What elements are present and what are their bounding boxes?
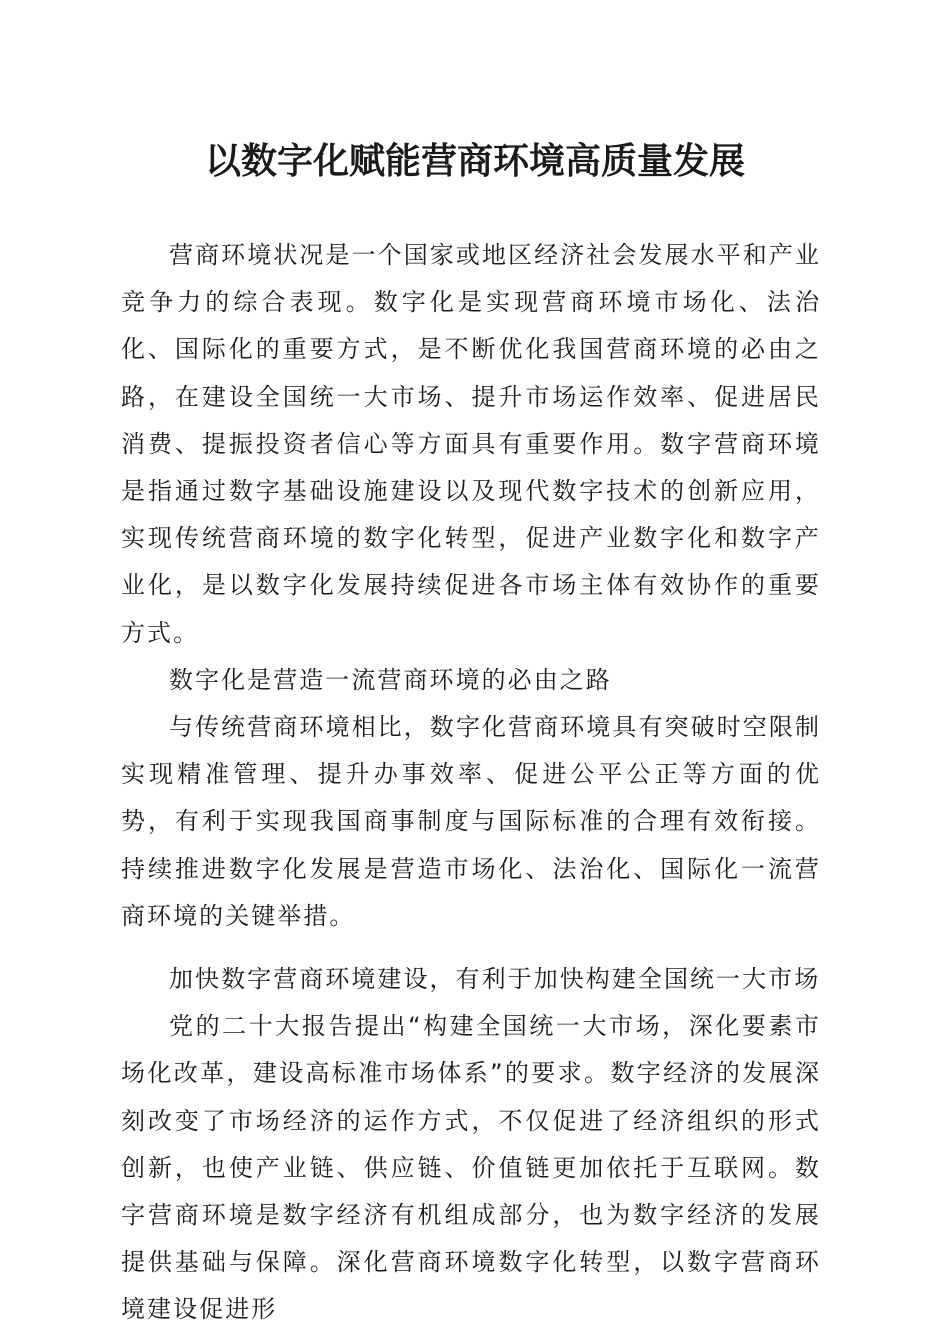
section-heading-2: 加快数字营商环境建设，有利于加快构建全国统一大市场: [169, 965, 821, 994]
section-heading-1: 数字化是营造一流营商环境的必由之路: [169, 665, 612, 694]
paragraph-intro: 营商环境状况是一个国家或地区经济社会发展水平和产业竞争力的综合表现。数字化是实现营商环境市场化、法治化、国际化的重要方式，是不断优化我国营商环境的必由之路，在建设全国统一大市场、提升市场运作效率、促进居民消费、提振投资者信心等方面具有重要作用。数字营商环境是指通过数字基础设施建设以及现代数字技术的创新应用，实现传统营商环境的数字化转型，促进产业数字化和数字产业化，是以数字化发展持续促进各市场主体有效协作的重要方式。: [121, 241, 821, 647]
paragraph-section-2: 党的二十大报告提出“构建全国统一大市场，深化要素市场化改革，建设高标准市场体系”的要求。数字经济的发展深刻改变了市场经济的运作方式，不仅促进了经济组织的形式创新，也使产业链、供应链、价值链更加依托于互联网。数字营商环境是数字经济有机组成部分，也为数字经济的发展提供基础与保障。深化营商环境数字化转型，以数字营商环境建设促进形: [121, 1012, 821, 1324]
paragraph-section-1: 与传统营商环境相比，数字化营商环境具有突破时空限制实现精准管理、提升办事效率、促进公平公正等方面的优势，有利于实现我国商事制度与国际标准的合理有效衔接。持续推进数字化发展是营造市场化、法治化、国际化一流营商环境的关键举措。: [121, 713, 821, 930]
document-title: 以数字化赋能营商环境高质量发展: [204, 140, 745, 182]
document-body: [121, 232, 821, 1334]
